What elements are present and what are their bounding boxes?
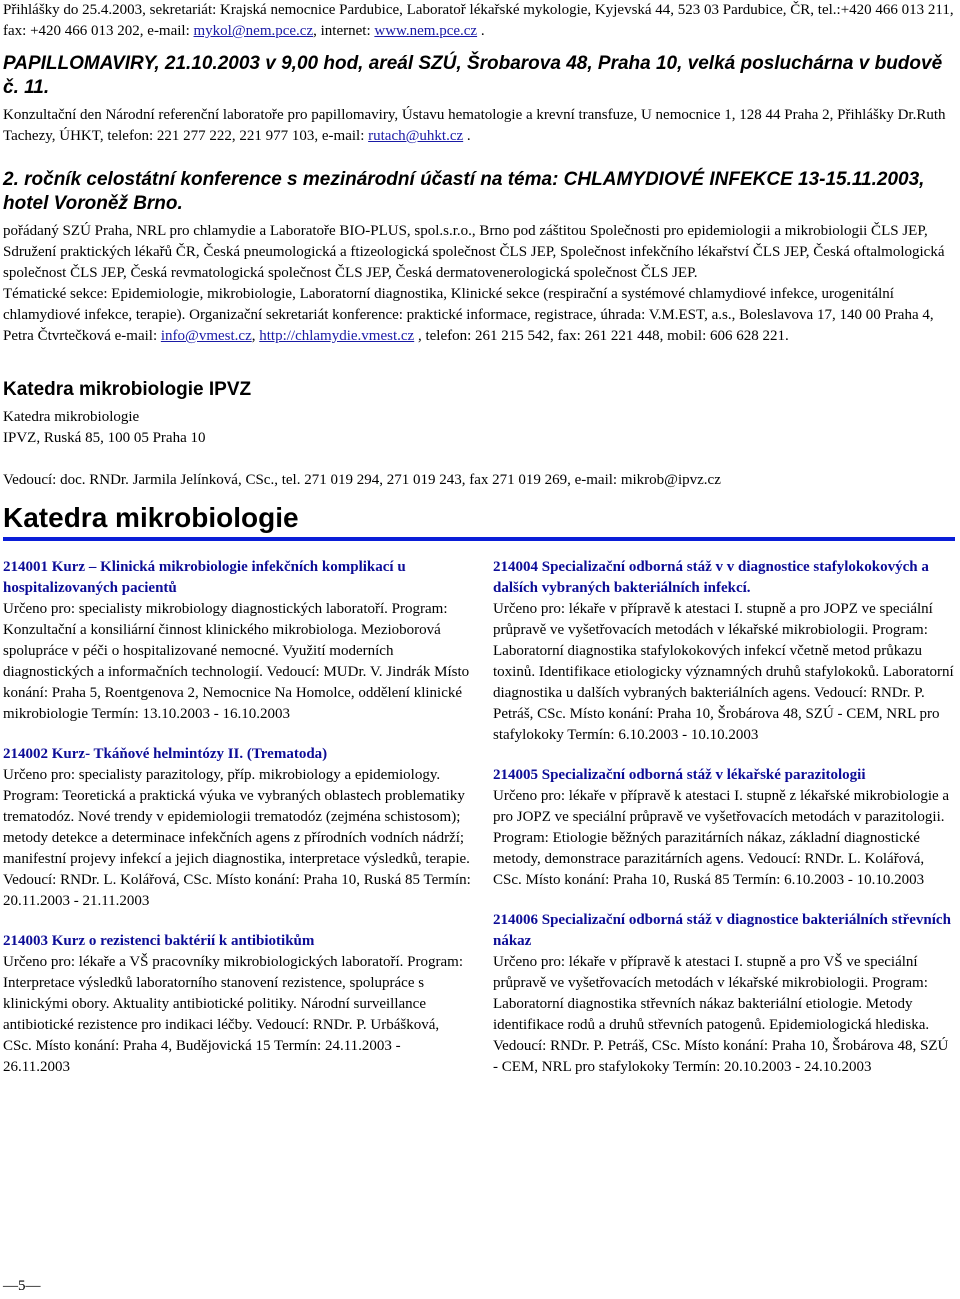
registration-text: Přihlášky do 25.4.2003, sekretariát: Krajská nemocnice Pardubice, Laboratoř lékařské mykologie, Kyjevská 44, 523 03 Pardubice, ČR, tel.:+420 466 013 211, fax: +420 466 013 202, e-mail:	[3, 2, 954, 39]
chlamydia-title: 2. ročník celostátní konference s mezinárodní účastí na téma: CHLAMYDIOVÉ INFEKCE 13-15.11.2003, hotel Voroněž Brno.	[3, 169, 925, 214]
section-title: Katedra mikrobiologie	[3, 502, 299, 533]
course-title: 214006 Specializační odborná stáž v diagnostice bakteriálních střevních nákaz	[493, 912, 951, 949]
mykol-email-link[interactable]: mykol@nem.pce.cz	[193, 23, 314, 39]
department-line-1: Katedra mikrobiologie	[3, 409, 140, 425]
course-title: 214001 Kurz – Klinická mikrobiologie infekčních komplikací u hospitalizovaných pacientů	[3, 559, 406, 596]
chlamydia-sections-text: Tématické sekce: Epidemiologie, mikrobiologie, Laboratorní diagnostika, Klinické sekce (respirační a systémové chlamydiové infekce, urogenitální chlamydiové infekce, terapie). Organizační sekretariát konference: praktické informace, registrace, úhrada: V.M.EST, a.s., Boleslavova 17, 140 00 Praha 4, Petra Čtvrtečková e-mail:	[3, 286, 934, 344]
course-214005	[493, 765, 955, 891]
course-title: 214002 Kurz- Tkáňové helmintózy II. (Trematoda)	[3, 746, 328, 762]
registration-paragraph	[3, 0, 955, 42]
rutach-email-link[interactable]: rutach@uhkt.cz	[368, 128, 464, 144]
courses-left-column	[3, 557, 471, 1097]
chlamydia-organizer: pořádaný SZÚ Praha, NRL pro chlamydie a Laboratoře BIO-PLUS, spol.s.r.o., Brno pod záštitou Společnosti pro epidemiologii a mikrobiologii ČLS JEP, Sdružení praktických lékařů ČR, Česká pneumologická a ftizeologická společnost ČLS JEP, Společnost infekčního lékařství ČLS JEP, Česká oftalmologická společnost ČLS JEP, Česká revmatologická společnost ČLS JEP, Česká dermatovenerologická společnost ČLS JEP.	[3, 223, 945, 281]
vmest-email-link[interactable]: info@vmest.cz	[160, 328, 252, 344]
course-body: Určeno pro: specialisty mikrobiology diagnostických laboratoří. Program: Konzultační a konsiliární činnost klinického mikrobiologa. Mezioborová spolupráce v péči o hospitalizované nemocné. Využití moderních diagnostických a informačních technologií. Vedoucí: MUDr. V. Jindrák Místo konání: Praha 5, Roentgenova 2, Nemocnice Na Homolce, oddělení klinické mikrobiologie Termín: 13.10.2003 - 16.10.2003	[3, 601, 470, 722]
courses-right-column	[493, 557, 955, 1097]
chlamydia-contact: , telefon: 261 215 542, fax: 261 221 448, mobil: 606 628 221.	[414, 328, 789, 344]
course-title: 214003 Kurz o rezistenci baktérií k antibiotikům	[3, 933, 315, 949]
courses-columns	[3, 557, 955, 1097]
registration-mid: , internet:	[313, 23, 375, 39]
chlamydia-sections	[3, 284, 955, 347]
course-body: Určeno pro: lékaře v přípravě k atestaci I. stupně a pro JOPZ ve speciální průpravě ve vyšetřovacích metodách v lékařské mikrobiologii. Program: Laboratorní diagnostika stafylokokových infekcí včetně metod průkazu toxinů. Identifikace etiologicky významných druhů stafylokoků. Laboratorní diagnostika u dalších vybraných bakteriálních agens. Vedoucí: RNDr. P. Petráš, CSc. Místo konání: Praha 10, Šrobárova 48, SZÚ - CEM, NRL pro stafylokoky Termín: 6.10.2003 - 10.10.2003	[493, 601, 954, 743]
nem-pce-web-link[interactable]: www.nem.pce.cz	[374, 23, 478, 39]
course-title: 214005 Specializační odborná stáž v lékařské parazitologii	[493, 767, 866, 783]
course-214001	[3, 557, 471, 725]
papillomavirus-title: PAPILLOMAVIRY, 21.10.2003 v 9,00 hod, areál SZÚ, Šrobarova 48, Praha 10, velká posluchárna v budově č. 11.	[3, 53, 943, 98]
registration-post: .	[477, 23, 485, 39]
chlamydia-sep: ,	[251, 328, 260, 344]
course-body: Určeno pro: lékaře v přípravě k atestaci I. stupně z lékařské mikrobiologie a pro JOPZ ve speciální průpravě ve vyšetřovacích metodách v parazitologii. Program: Etiologie běžných parazitárních nákaz, základní diagnostické metody, demonstrace parazitárních agens. Vedoucí: RNDr. L. Kolářová, CSc. Místo konání: Praha 10, Ruská 85 Termín: 6.10.2003 - 10.10.2003	[493, 788, 950, 888]
department-address: IPVZ, Ruská 85, 100 05 Praha 10	[3, 430, 206, 446]
papillomavirus-post: .	[463, 128, 471, 144]
chlamydie-web-link[interactable]: http://chlamydie.vmest.cz	[259, 328, 415, 344]
page-number: —5—	[3, 1278, 41, 1294]
course-214004	[493, 557, 955, 746]
title-rule	[3, 537, 955, 541]
papillomavirus-paragraph	[3, 105, 955, 147]
papillomavirus-text: Konzultační den Národní referenční laboratoře pro papillomaviry, Ústavu hematologie a krevní transfuze, U nemocnice 1, 128 44 Praha 2, Přihlášky Dr.Ruth Tachezy, ÚHKT, telefon: 221 277 222, 221 977 103, e-mail:	[3, 107, 946, 144]
course-214002	[3, 744, 471, 912]
page	[3, 0, 955, 1097]
course-214006	[493, 910, 955, 1078]
course-body: Určeno pro: lékaře a VŠ pracovníky mikrobiologických laboratoří. Program: Interpretace výsledků laboratorního stanovení rezistence, spolupráce s klinickými obory. Aktuality antibiotické politiky. Národní surveillance antibiotické rezistence pro indikaci léčby. Vedoucí: RNDr. P. Urbášková, CSc. Místo konání: Praha 4, Budějovická 15 Termín: 24.11.2003 - 26.11.2003	[3, 954, 464, 1075]
course-body: Určeno pro: lékaře v přípravě k atestaci I. stupně a pro VŠ ve speciální průpravě ve vyšetřovacích metodách v lékařské mikrobiologii. Program: Laboratorní diagnostika střevních nákaz bakteriální etiologie. Metody identifikace rodů a druhů střevních patogenů. Epidemiologická hlediska. Vedoucí: RNDr. P. Petráš, CSc. Místo konání: Praha 10, Šrobárova 48, SZÚ - CEM, NRL pro stafylokoky Termín: 20.10.2003 - 24.10.2003	[493, 954, 949, 1075]
department-head: Vedoucí: doc. RNDr. Jarmila Jelínková, CSc., tel. 271 019 294, 271 019 243, fax 271 019 269, e-mail: mikrob@ipvz.cz	[3, 472, 721, 488]
course-214003	[3, 931, 471, 1078]
course-title: 214004 Specializační odborná stáž v v diagnostice stafylokokových a dalších vybraných bakteriálních infekcí.	[493, 559, 929, 596]
course-body: Určeno pro: specialisty parazitology, příp. mikrobiology a epidemiology. Program: Teoretická a praktická výuka ve vybraných oblastech problematiky trematodóz. Nové trendy v epidemiologii trematodóz (zejména schistosom); metody detekce a determinace infekčních agens z přírodních vodních nádrží; manifestní projevy infekcí a jejich diagnostika, interpretace výsledků, terapie. Vedoucí: RNDr. L. Kolářová, CSc. Místo konání: Praha 10, Ruská 85 Termín: 20.11.2003 - 21.11.2003	[3, 767, 471, 909]
department-heading: Katedra mikrobiologie IPVZ	[3, 379, 252, 400]
